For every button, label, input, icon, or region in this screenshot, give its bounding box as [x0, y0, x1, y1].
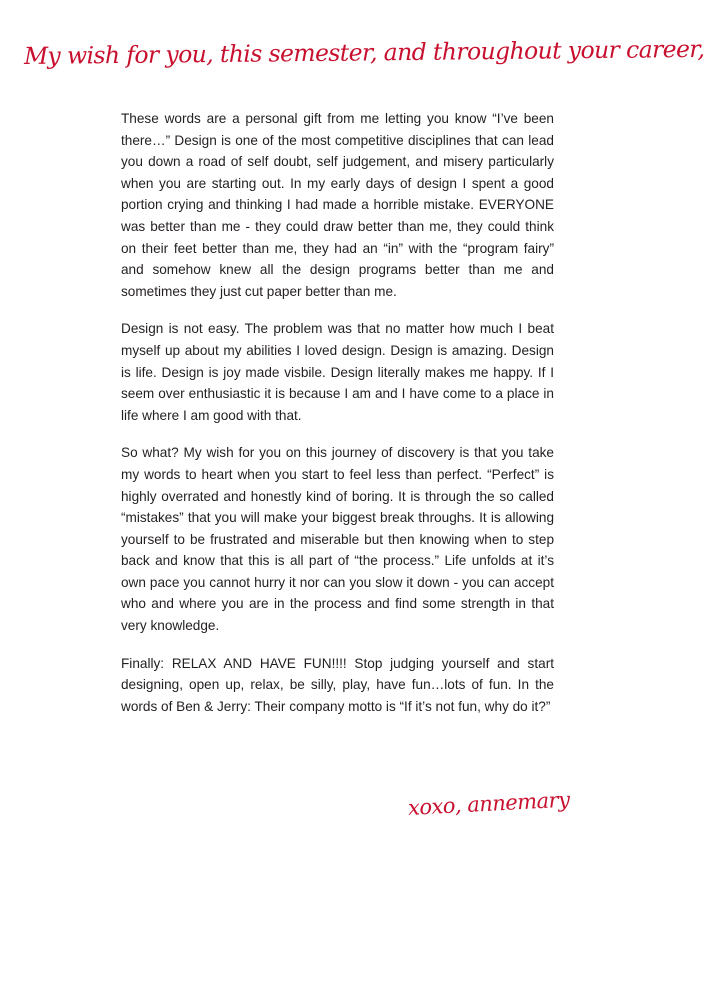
paragraph-1: These words are a personal gift from me letting you know “I’ve been there…” Design is one of the most competitive disciplines that can lead you down a road of self doubt, self judgement, and misery particularly when you are starting out. In my early days of design I spent a good portion crying and thinking I had made a horrible mistake. EVERYONE was better than me - they could draw better than me, they could think on their feet better than me, they had an “in” with the “program fairy” and somehow knew all the design programs better than me and sometimes they just cut paper better than me.	[121, 111, 554, 299]
signature: xoxo, annemary	[407, 787, 571, 820]
paragraph-2: Design is not easy. The problem was that no matter how much I beat myself up about my abilities I loved design. Design is amazing. Design is life. Design is joy made visbile. Design literally makes me happy. If I seem over enthusiastic it is because I am and I have come to a place in life where I am good with that.	[121, 321, 554, 423]
paragraph-4: Finally: RELAX AND HAVE FUN!!!! Stop judging yourself and start designing, open up, relax, be silly, play, have fun…lots of fun. In the words of Ben & Jerry: Their company motto is “If it’s not fun, why do it?”	[121, 655, 554, 714]
paragraph-3: So what? My wish for you on this journey of discovery is that you take my words to heart when you start to feel less than perfect. “Perfect” is highly overrated and honestly kind of boring. It is through the so called “mistakes” that you will make your biggest break throughs. It is allowing yourself to be frustrated and miserable but then knowing when to step back and know that this is all part of “the process.” Life unfolds at it’s own pace you cannot hurry it nor can you slow it down - you can accept who and where you are in the process and find some strength in that very knowledge.	[121, 445, 554, 634]
letter-heading: My wish for you, this semester, and throughout your career,	[23, 34, 704, 70]
letter-body	[121, 108, 554, 733]
